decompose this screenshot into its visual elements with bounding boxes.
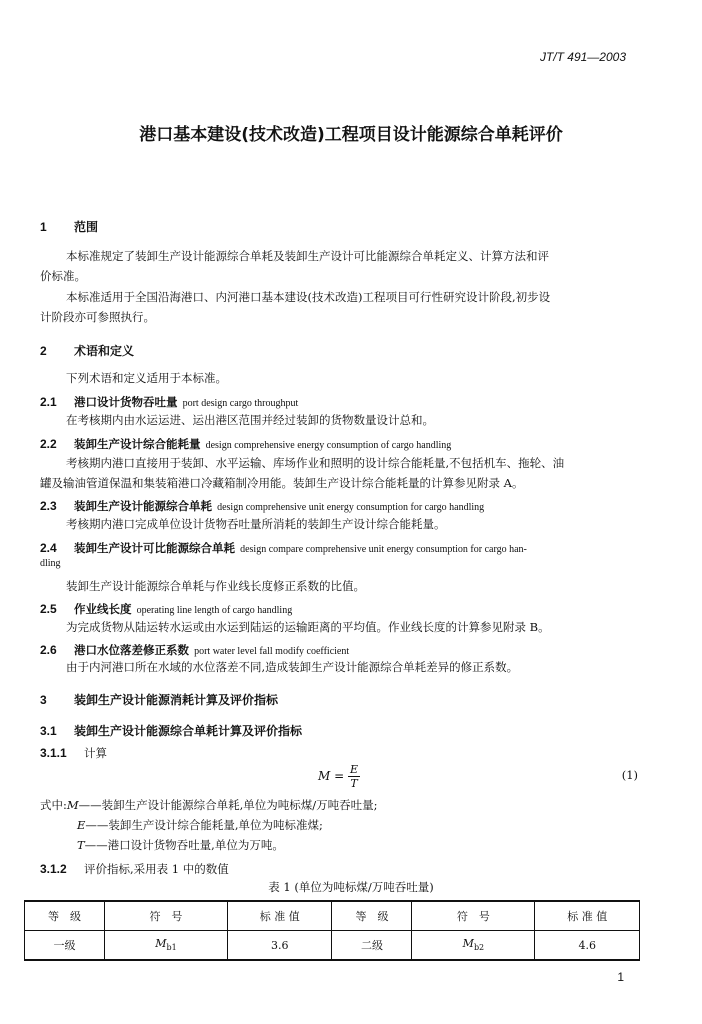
term-en: design compare comprehensive unit energy consumption for cargo han- <box>240 544 527 555</box>
symbol-t: T <box>77 838 85 852</box>
term-definition: 装卸生产设计能源综合单耗与作业线长度修正系数的比值。 <box>66 579 365 593</box>
term-cn: 港口设计货物吞吐量 <box>74 395 178 409</box>
term-definition: 考核期内港口完成单位设计货物吞吐量所消耗的装卸生产设计综合能耗量。 <box>66 517 446 531</box>
table-cell <box>412 931 535 961</box>
standard-number: JT/T 491—2003 <box>539 50 626 64</box>
section-title: 评价指标,采用表 1 中的数值 <box>84 862 229 876</box>
subscript: b2 <box>473 943 485 953</box>
table-cell: 3.6 <box>227 931 332 961</box>
formula-1 <box>318 763 360 790</box>
section-title: 范围 <box>74 220 99 234</box>
document-title: 港口基本建设(技术改造)工程项目设计能源综合单耗评价 <box>139 125 563 145</box>
term-cn: 作业线长度 <box>74 602 132 616</box>
header-cell: 等 级 <box>332 901 412 931</box>
term-en: operating line length of cargo handling <box>136 605 293 616</box>
symbol-definition: ——港口设计货物吞吐量,单位为万吨。 <box>84 838 284 852</box>
paragraph-line: 本标准适用于全国沿海港口、内河港口基本建设(技术改造)工程项目可行性研究设计阶段,初步设 <box>66 290 551 304</box>
section-title: 装卸生产设计能源消耗计算及评价指标 <box>74 693 279 707</box>
equation-number: (1) <box>621 768 638 782</box>
term-cn: 装卸生产设计可比能源综合单耗 <box>74 541 235 555</box>
term-2-5 <box>40 598 292 617</box>
subsection-3-1-heading <box>40 722 302 739</box>
symbol-e: E <box>77 818 86 832</box>
term-number: 2.5 <box>40 602 57 616</box>
symbol-m: M <box>155 937 167 951</box>
table-row <box>25 931 640 961</box>
term-2-3 <box>40 495 484 514</box>
paragraph-line: 计阶段亦可参照执行。 <box>40 310 155 324</box>
paragraph-line: 下列术语和定义适用于本标准。 <box>66 371 227 385</box>
term-cn: 装卸生产设计能源综合单耗 <box>74 499 212 513</box>
page-number: 1 <box>617 970 624 984</box>
term-en: port design cargo throughput <box>182 398 299 409</box>
table-caption: 表 1 (单位为吨标煤/万吨吞吐量) <box>268 880 434 894</box>
symbol-m: M <box>462 937 474 951</box>
subsection-3-1-1-heading <box>40 742 107 761</box>
term-2-4 <box>40 537 527 556</box>
term-cn: 装卸生产设计综合能耗量 <box>74 437 201 451</box>
section-number: 3 <box>40 693 47 707</box>
table-header-row <box>25 901 640 931</box>
section-title: 计算 <box>84 746 107 760</box>
table-cell: 4.6 <box>535 931 640 961</box>
section-2-heading <box>40 342 134 359</box>
header-cell: 符 号 <box>104 901 227 931</box>
term-definition: 罐及输油管道保温和集装箱港口冷藏箱制冷用能。装卸生产设计综合能耗量的计算参见附录 A。 <box>40 476 524 490</box>
term-2-1 <box>40 391 298 410</box>
term-en: design comprehensive unit energy consumption for cargo handling <box>217 502 485 513</box>
table-1 <box>24 900 640 961</box>
table-cell: 一级 <box>25 931 105 961</box>
term-number: 2.3 <box>40 499 57 513</box>
header-cell: 标 准 值 <box>227 901 332 931</box>
term-number: 2.1 <box>40 395 57 409</box>
section-number: 3.1.1 <box>40 746 67 760</box>
section-title: 装卸生产设计能源综合单耗计算及评价指标 <box>74 724 303 738</box>
section-number: 1 <box>40 220 47 234</box>
header-cell: 标 准 值 <box>535 901 640 931</box>
paragraph-line: 本标准规定了装卸生产设计能源综合单耗及装卸生产设计可比能源综合单耗定义、计算方法和评 <box>66 249 549 263</box>
formula-denominator: T <box>350 777 358 790</box>
table-cell: 二级 <box>332 931 412 961</box>
where-line-e <box>77 817 323 833</box>
section-number: 3.1.2 <box>40 862 67 876</box>
subscript: b1 <box>166 943 177 953</box>
term-definition: 为完成货物从陆运转水运或由水运到陆运的运输距离的平均值。作业线长度的计算参见附录 B。 <box>66 620 550 634</box>
term-2-2 <box>40 433 451 452</box>
header-cell: 等 级 <box>25 901 105 931</box>
section-3-heading <box>40 691 278 708</box>
term-number: 2.4 <box>40 541 57 555</box>
where-line-t <box>77 837 284 853</box>
section-title: 术语和定义 <box>74 344 135 358</box>
term-definition: 由于内河港口所在水域的水位落差不同,造成装卸生产设计能源综合单耗差异的修正系数。 <box>66 660 519 674</box>
header-cell: 符 号 <box>412 901 535 931</box>
section-number: 3.1 <box>40 724 57 738</box>
formula-numerator: E <box>349 763 359 776</box>
symbol-m: M <box>66 798 79 812</box>
term-number: 2.6 <box>40 643 57 657</box>
term-number: 2.2 <box>40 437 57 451</box>
where-prefix: 式中: <box>40 798 67 812</box>
term-2-6 <box>40 639 349 658</box>
table-cell <box>104 931 227 961</box>
symbol-definition: ——装卸生产设计综合能耗量,单位为吨标准煤; <box>85 818 323 832</box>
term-en-continued: dling <box>40 558 61 569</box>
term-cn: 港口水位落差修正系数 <box>74 643 189 657</box>
symbol-definition: ——装卸生产设计能源综合单耗,单位为吨标煤/万吨吞吐量; <box>78 798 378 812</box>
section-1-heading <box>40 218 98 235</box>
paragraph-line: 价标准。 <box>40 269 86 283</box>
term-definition: 考核期内港口直接用于装卸、水平运输、库场作业和照明的设计综合能耗量,不包括机车、拖轮、油 <box>66 456 565 470</box>
formula-fraction <box>348 763 360 790</box>
term-en: design comprehensive energy consumption of cargo handling <box>205 440 452 451</box>
term-definition: 在考核期内由水运运进、运出港区范围并经过装卸的货物数量设计总和。 <box>66 413 434 427</box>
term-en: port water level fall modify coefficient <box>194 646 350 657</box>
subsection-3-1-2-heading <box>40 858 229 877</box>
where-line-m <box>40 797 378 813</box>
formula-lhs: M = <box>318 769 345 783</box>
section-number: 2 <box>40 344 47 358</box>
